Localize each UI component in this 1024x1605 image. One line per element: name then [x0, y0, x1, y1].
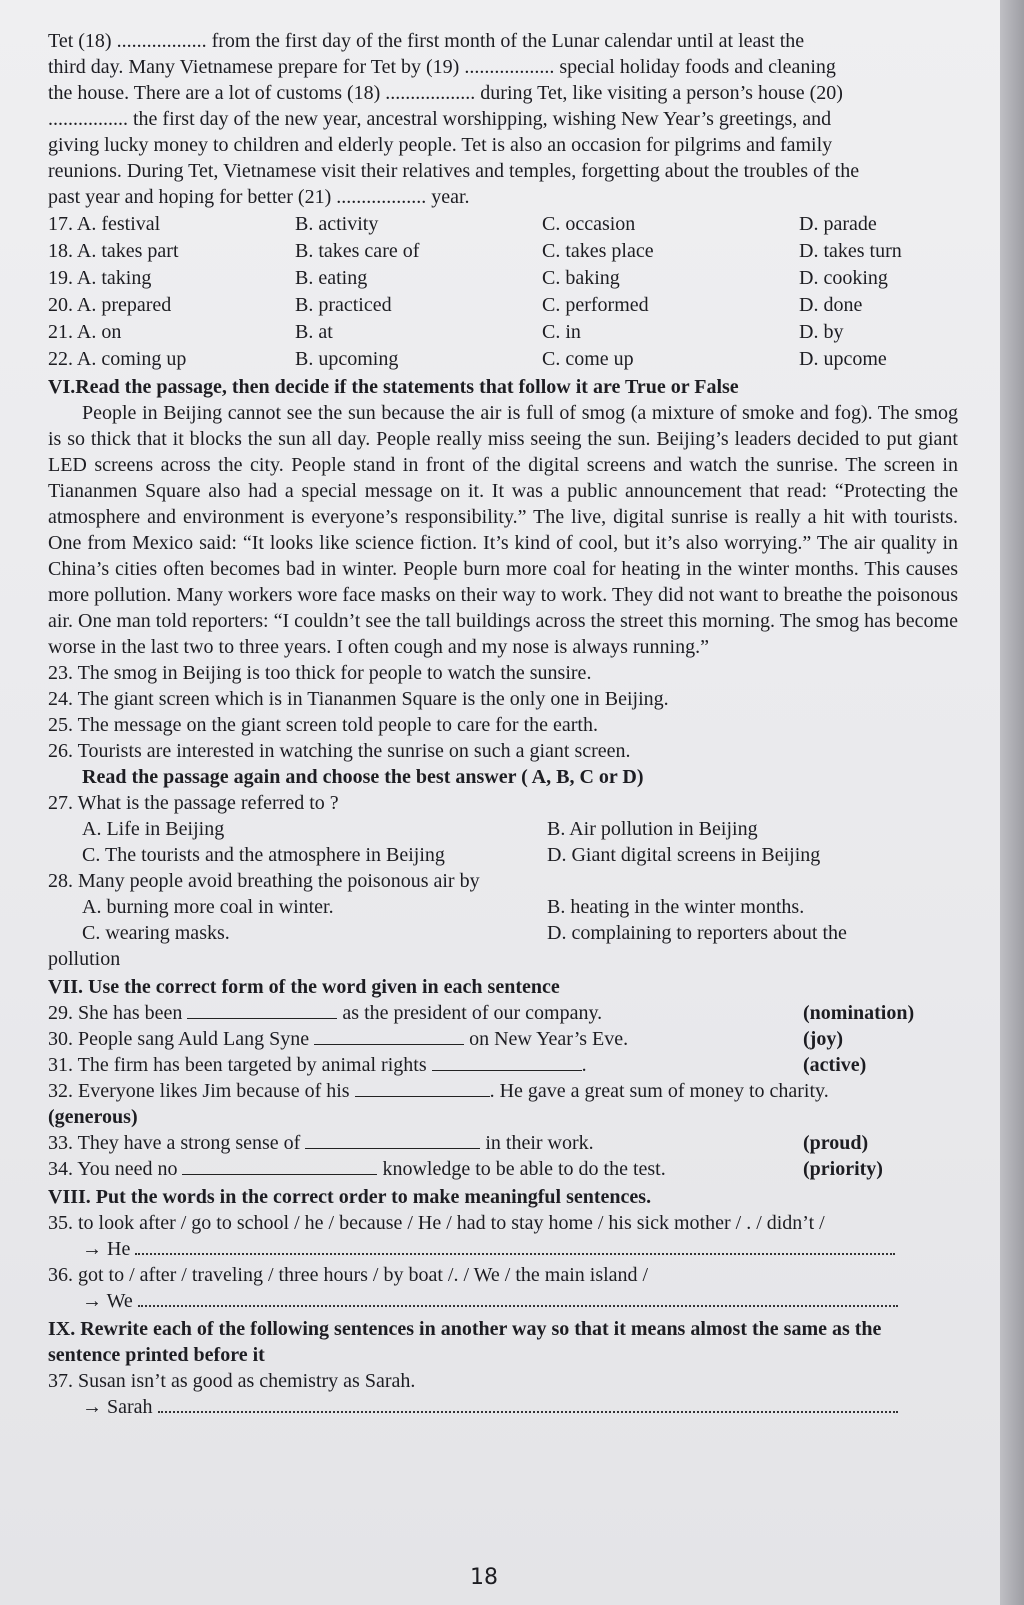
section-heading: VIII. Put the words in the correct order to make meaningful sentences. [48, 1186, 652, 1208]
answer-dotted-line[interactable] [135, 1237, 895, 1255]
sentence-end: . He gave a great sum of money to charity. [489, 1080, 829, 1102]
root-word: (nomination) [803, 1002, 915, 1024]
option-a: 20. A. prepared [48, 294, 172, 316]
reorder-items [48, 1210, 958, 1314]
option-b: B. takes care of [295, 240, 420, 262]
option-d: D. upcome [799, 348, 887, 370]
option-d: D. Giant digital screens in Beijing [547, 844, 821, 866]
word-form-row [48, 1130, 958, 1156]
mcq-row [48, 237, 958, 264]
mcq-row [48, 318, 958, 345]
option-c: C. baking [542, 267, 620, 289]
page-edge-shadow [1000, 0, 1024, 1605]
word-form-row [48, 1000, 958, 1026]
sentence-start: 34. You need no [48, 1158, 178, 1180]
section-heading: VI.Read the passage, then decide if the statements that follow it are True or False [48, 376, 739, 398]
root-word: (priority) [803, 1158, 883, 1180]
sentence-end: as the president of our company. [342, 1002, 603, 1024]
option-a: 19. A. taking [48, 267, 152, 289]
answer-blank[interactable] [432, 1054, 582, 1071]
option-c: C. occasion [542, 213, 636, 235]
true-false-statements [48, 660, 958, 764]
word-form-row [48, 1026, 958, 1052]
sentence-start: 32. Everyone likes Jim because of his [48, 1080, 350, 1102]
option-c: C. come up [542, 348, 634, 370]
passage-line: Tet (18) .................. from the first day of the first month of the Lunar calendar until at least the [48, 30, 805, 52]
option-d: D. complaining to reporters about the [547, 922, 847, 944]
cloze-passage [48, 28, 958, 210]
root-word: (proud) [803, 1132, 869, 1154]
answer-blank[interactable] [314, 1028, 464, 1045]
root-word: (generous) [48, 1106, 138, 1128]
option-a: 21. A. on [48, 321, 122, 343]
sentence-start: 31. The firm has been targeted by animal rights [48, 1054, 427, 1076]
statement: 24. The giant screen which is in Tiananmen Square is the only one in Beijing. [48, 688, 669, 710]
option-c: C. performed [542, 294, 649, 316]
option-d: D. cooking [799, 267, 888, 289]
option-b: B. activity [295, 213, 379, 235]
statement: 23. The smog in Beijing is too thick for people to watch the sunsire. [48, 662, 592, 684]
option-c: C. in [542, 321, 581, 343]
answer-line [48, 1288, 958, 1314]
option-d: D. takes turn [799, 240, 902, 262]
option-a: 22. A. coming up [48, 348, 187, 370]
word-form-row [48, 1156, 958, 1182]
reading-passage: People in Beijing cannot see the sun because the air is full of smog (a mixture of smoke and fog). The smog is so thick that it blocks the sun all day. People really miss seeing the sun. Beijing’s leaders decided to put giant LED screens across the city. People stand in front of the digital screens and watch the sunrise. The screen in Tiananmen Square also had a special message on it. It was a public announcement that read: “Protecting the atmosphere and environment is everyone’s responsibility.” The live, digital sunrise is really a hit with tourists. One from Mexico said: “It looks like science fiction. It’s kind of cool, but it’s also worrying.” The air quality in China’s cities often becomes bad in winter. People burn more coal for heating in the winter months. This causes more pollution. Many workers wore face masks on their way to work. They did not want to breathe the poisonous air. One man told reporters: “I couldn’t see the tall buildings across the street this morning. The smog has become worse in the last two to three years. I often cough and my nose is always running.” [48, 402, 958, 658]
passage-line: past year and hoping for better (21) .................. year. [48, 186, 470, 208]
sentence-start: 33. They have a strong sense of [48, 1132, 301, 1154]
mcq-row [48, 210, 958, 237]
passage-line: third day. Many Vietnamese prepare for Tet by (19) .................. special holiday foods and cleaning [48, 56, 836, 78]
root-word: (joy) [803, 1028, 843, 1050]
option-c: C. takes place [542, 240, 654, 262]
root-word: (active) [803, 1054, 867, 1076]
option-d: D. by [799, 321, 844, 343]
rewrite-items [48, 1368, 958, 1420]
answer-dotted-line[interactable] [138, 1289, 898, 1307]
sentence-start: 29. She has been [48, 1002, 183, 1024]
reorder-question: 36. got to / after / traveling / three hours / by boat /. / We / the main island / [48, 1264, 649, 1286]
answer-blank[interactable] [355, 1080, 490, 1097]
option-a: A. burning more coal in winter. [82, 896, 334, 918]
option-a: A. Life in Beijing [82, 818, 225, 840]
mcq-row [48, 345, 958, 372]
option-a: 18. A. takes part [48, 240, 179, 262]
mcq-row [48, 291, 958, 318]
question-stem: 28. Many people avoid breathing the poisonous air by [48, 870, 480, 892]
answer-dotted-line[interactable] [158, 1395, 898, 1413]
option-d: D. done [799, 294, 863, 316]
option-b: B. eating [295, 267, 368, 289]
option-continuation: pollution [48, 948, 121, 970]
question-stem: 27. What is the passage referred to ? [48, 792, 339, 814]
passage-line: reunions. During Tet, Vietnamese visit their relatives and temples, forgetting about the troubles of the [48, 160, 860, 182]
option-b: B. practiced [295, 294, 392, 316]
word-form-items [48, 1000, 958, 1182]
worksheet-content [48, 28, 958, 1420]
option-b: B. upcoming [295, 348, 399, 370]
option-a: 17. A. festival [48, 213, 161, 235]
answer-options [48, 894, 958, 946]
answer-options [48, 816, 958, 868]
mcq-options-table [48, 210, 958, 372]
statement: 25. The message on the giant screen told people to care for the earth. [48, 714, 598, 736]
answer-line [48, 1394, 958, 1420]
option-b: B. heating in the winter months. [547, 896, 805, 918]
section-heading: IX. Rewrite each of the following sentences in another way so that it means almost the same as the sentence printed before it [48, 1318, 882, 1366]
passage-line: giving lucky money to children and elderly people. Tet is also an occasion for pilgrims and family [48, 134, 833, 156]
passage-line: ................ the first day of the new year, ancestral worshipping, wishing New Year’s greetings, and [48, 108, 832, 130]
reorder-question: 35. to look after / go to school / he / because / He / had to stay home / his sick mother / . / didn’t / [48, 1212, 825, 1234]
answer-blank[interactable] [182, 1158, 377, 1175]
answer-start: → He [82, 1238, 131, 1260]
sentence-end: knowledge to be able to do the test. [382, 1158, 666, 1180]
passage-line: the house. There are a lot of customs (18) .................. during Tet, like visiting a person’s house (20) [48, 82, 843, 104]
section-heading: VII. Use the correct form of the word given in each sentence [48, 976, 560, 998]
option-c: C. The tourists and the atmosphere in Beijing [82, 844, 445, 866]
sentence-end: . [581, 1054, 587, 1076]
mcq-row [48, 264, 958, 291]
option-d: D. parade [799, 213, 877, 235]
answer-start: → We [82, 1290, 133, 1312]
word-form-row [48, 1078, 958, 1104]
answer-start: → Sarah [82, 1396, 153, 1418]
answer-blank[interactable] [305, 1132, 480, 1149]
page-number: 18 [470, 1565, 498, 1590]
word-form-row [48, 1052, 958, 1078]
rewrite-question: 37. Susan isn’t as good as chemistry as Sarah. [48, 1370, 416, 1392]
option-b: B. at [295, 321, 333, 343]
answer-line [48, 1236, 958, 1262]
answer-blank[interactable] [187, 1002, 337, 1019]
statement: 26. Tourists are interested in watching the sunrise on such a giant screen. [48, 740, 631, 762]
subheading: Read the passage again and choose the best answer ( A, B, C or D) [82, 766, 644, 788]
sentence-start: 30. People sang Auld Lang Syne [48, 1028, 310, 1050]
option-c: C. wearing masks. [82, 922, 230, 944]
sentence-end: in their work. [485, 1132, 594, 1154]
option-b: B. Air pollution in Beijing [547, 818, 758, 840]
sentence-end: on New Year’s Eve. [469, 1028, 629, 1050]
